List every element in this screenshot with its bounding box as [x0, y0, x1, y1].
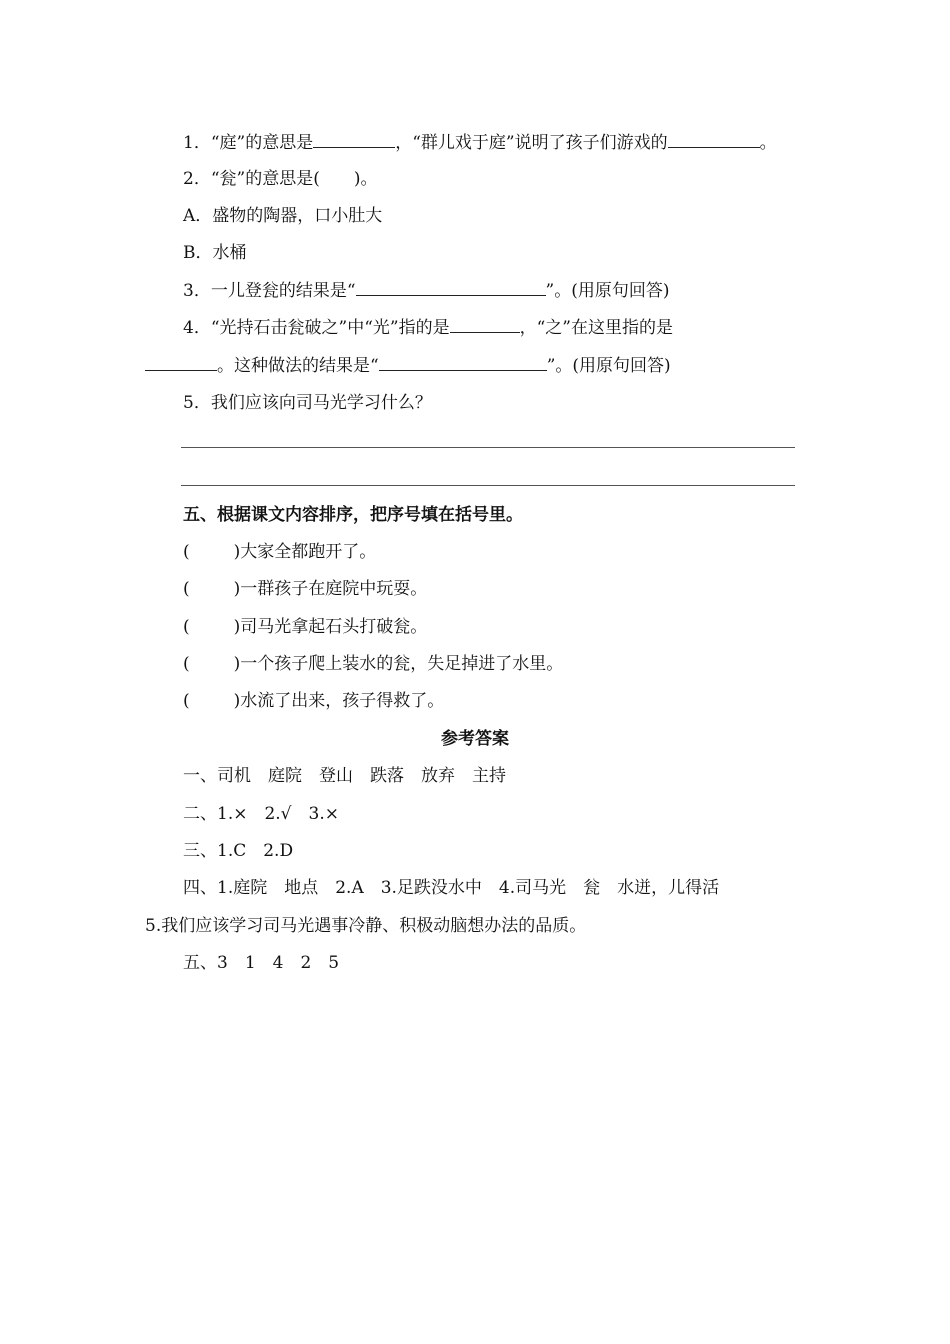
section-5-heading: 五、根据课文内容排序，把序号填在括号里。	[183, 505, 523, 525]
ordering-item	[183, 690, 444, 712]
question-2: 2．“瓮”的意思是( )。	[183, 169, 378, 189]
question-4-text-a: 4．“光持石击瓮破之”中“光”指的是	[183, 318, 450, 338]
ordering-item	[183, 616, 427, 638]
answer-blank[interactable]	[356, 279, 546, 296]
ordering-item-text: 水流了出来，孩子得救了。	[240, 691, 445, 711]
ordering-item-text: 大家全都跑开了。	[240, 542, 377, 562]
question-5: 5．我们应该向司马光学习什么？	[183, 393, 432, 413]
question-4-text-b: ，“之”在这里指的是	[519, 318, 673, 338]
question-1-text-c: 。	[759, 133, 777, 153]
question-1	[183, 131, 777, 154]
ordering-item	[183, 541, 376, 563]
answer-section-4-line-2: 5.我们应该学习司马光遇事冷静、积极动脑想办法的品质。	[145, 916, 587, 936]
ordering-item-text: 一个孩子爬上装水的瓮，失足掉进了水里。	[240, 654, 564, 674]
question-1-text-a: “庭”的意思是	[210, 133, 314, 153]
answer-blank[interactable]	[668, 131, 760, 148]
question-3-text-b: ”。(用原句回答)	[545, 281, 670, 301]
ordering-item	[183, 653, 563, 675]
paren-open: (	[183, 691, 190, 711]
ordering-item-text: 司马光拿起石头打破瓮。	[240, 617, 428, 637]
paren-open: (	[183, 654, 190, 674]
paren-close: )	[233, 542, 241, 562]
paren-open: (	[183, 617, 190, 637]
paren-open: (	[183, 579, 190, 599]
paren-close: )	[233, 617, 241, 637]
answer-blank[interactable]	[313, 131, 395, 148]
answer-key-title: 参考答案	[441, 729, 509, 749]
answer-blank[interactable]	[145, 354, 217, 371]
question-2-option-a: A．盛物的陶器，口小肚大	[183, 206, 383, 226]
answer-section-1: 一、司机 庭院 登山 跌落 放弃 主持	[183, 766, 506, 786]
answer-blank[interactable]	[450, 316, 520, 333]
answer-blank[interactable]	[379, 354, 547, 371]
answer-section-3: 三、1.C 2.D	[183, 841, 294, 861]
question-4-line-2	[145, 354, 671, 377]
question-1-number: 1．	[183, 133, 211, 153]
ordering-item-text: 一群孩子在庭院中玩耍。	[240, 579, 428, 599]
paren-open: (	[183, 542, 190, 562]
question-4-line-1	[183, 316, 673, 339]
question-1-text-b: ，“群儿戏于庭”说明了孩子们游戏的	[395, 133, 668, 153]
question-2-option-b: B．水桶	[183, 243, 247, 263]
paren-close: )	[233, 579, 241, 599]
answer-section-2: 二、1.× 2.√ 3.×	[183, 804, 339, 824]
ordering-item	[183, 578, 427, 600]
question-3	[183, 279, 669, 302]
answer-section-4-line-1: 四、1.庭院 地点 2.A 3.足跌没水中 4.司马光 瓮 水迸，儿得活	[183, 878, 720, 898]
paren-close: )	[233, 654, 241, 674]
question-4-text-d: ”。(用原句回答)	[546, 356, 671, 376]
question-3-text-a: 3．一儿登瓮的结果是“	[183, 281, 356, 301]
paren-close: )	[233, 691, 241, 711]
question-4-text-c: 。这种做法的结果是“	[217, 356, 379, 376]
answer-writing-line[interactable]	[181, 447, 795, 448]
answer-section-5: 五、3 1 4 2 5	[183, 953, 340, 973]
answer-writing-line[interactable]	[181, 485, 795, 486]
